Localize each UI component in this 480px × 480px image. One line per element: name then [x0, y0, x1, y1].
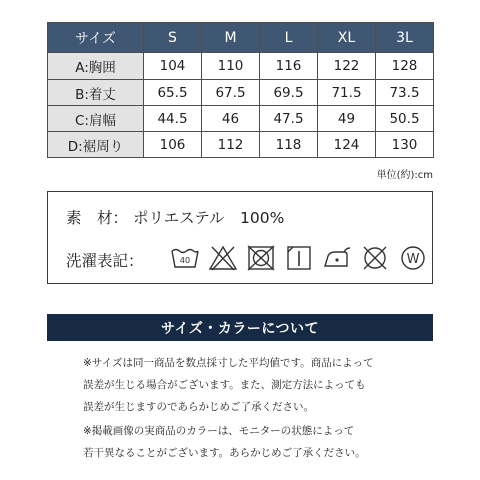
size-header-xl: XL [318, 23, 376, 53]
table-cell: 71.5 [318, 80, 376, 106]
no-bleach-icon [208, 243, 238, 273]
no-dry-clean-icon [360, 243, 390, 273]
table-row [48, 80, 434, 106]
material-row [66, 206, 284, 228]
table-cell: 118 [260, 132, 318, 158]
row-label: B:着丈 [48, 80, 144, 106]
table-cell: 104 [144, 53, 202, 80]
table-cell: 65.5 [144, 80, 202, 106]
table-cell: 67.5 [202, 80, 260, 106]
size-note [83, 352, 423, 418]
color-note-line: 若干異なることがございます。あらかじめご了承ください。 [83, 447, 366, 459]
table-cell: 130 [376, 132, 434, 158]
size-note-line: ※サイズは同一商品を数点採寸した平均値です。商品によって [83, 357, 374, 369]
svg-text:W: W [406, 252, 420, 267]
row-label: A:胸囲 [48, 53, 144, 80]
size-header-s: S [144, 23, 202, 53]
table-cell: 44.5 [144, 106, 202, 132]
table-cell: 116 [260, 53, 318, 80]
note-header: サイズ・カラーについて [47, 314, 433, 341]
table-row [48, 106, 434, 132]
table-cell: 47.5 [260, 106, 318, 132]
unit-note: 単位(約):cm [376, 170, 433, 181]
table-cell: 73.5 [376, 80, 434, 106]
wet-clean-icon [398, 243, 428, 273]
size-note-line: 誤差が生じる場合がございます。また、測定方法によっても [83, 379, 366, 391]
table-row [48, 53, 434, 80]
svg-text:40: 40 [179, 256, 191, 265]
size-header-m: M [202, 23, 260, 53]
table-cell: 50.5 [376, 106, 434, 132]
material-label: 素 材： [66, 209, 129, 227]
size-header-row [48, 23, 434, 53]
row-label: D:裾周り [48, 132, 144, 158]
care-label: 洗濯表記： [66, 252, 144, 270]
size-header-3l: 3L [376, 23, 434, 53]
table-cell: 69.5 [260, 80, 318, 106]
material-care-box [47, 191, 433, 284]
table-cell: 110 [202, 53, 260, 80]
size-note-line: 誤差が生じますのであらかじめご了承ください。 [83, 401, 314, 413]
table-row [48, 132, 434, 158]
line-dry-shade-icon [284, 243, 314, 273]
table-cell: 124 [318, 132, 376, 158]
no-tumble-dry-icon [246, 243, 276, 273]
care-icons [170, 242, 428, 274]
row-label: C:肩幅 [48, 106, 144, 132]
table-cell: 128 [376, 53, 434, 80]
size-header-corner: サイズ [48, 23, 144, 53]
table-cell: 106 [144, 132, 202, 158]
table-cell: 49 [318, 106, 376, 132]
table-cell: 112 [202, 132, 260, 158]
wash-40-icon [170, 243, 200, 273]
color-note [83, 420, 423, 464]
color-note-line: ※掲載画像の実商品のカラーは、モニターの状態によって [83, 425, 355, 437]
size-header-l: L [260, 23, 318, 53]
iron-low-icon [322, 243, 352, 273]
table-cell: 46 [202, 106, 260, 132]
table-cell: 122 [318, 53, 376, 80]
size-table [47, 22, 434, 158]
material-value: ポリエステル 100% [132, 209, 285, 227]
